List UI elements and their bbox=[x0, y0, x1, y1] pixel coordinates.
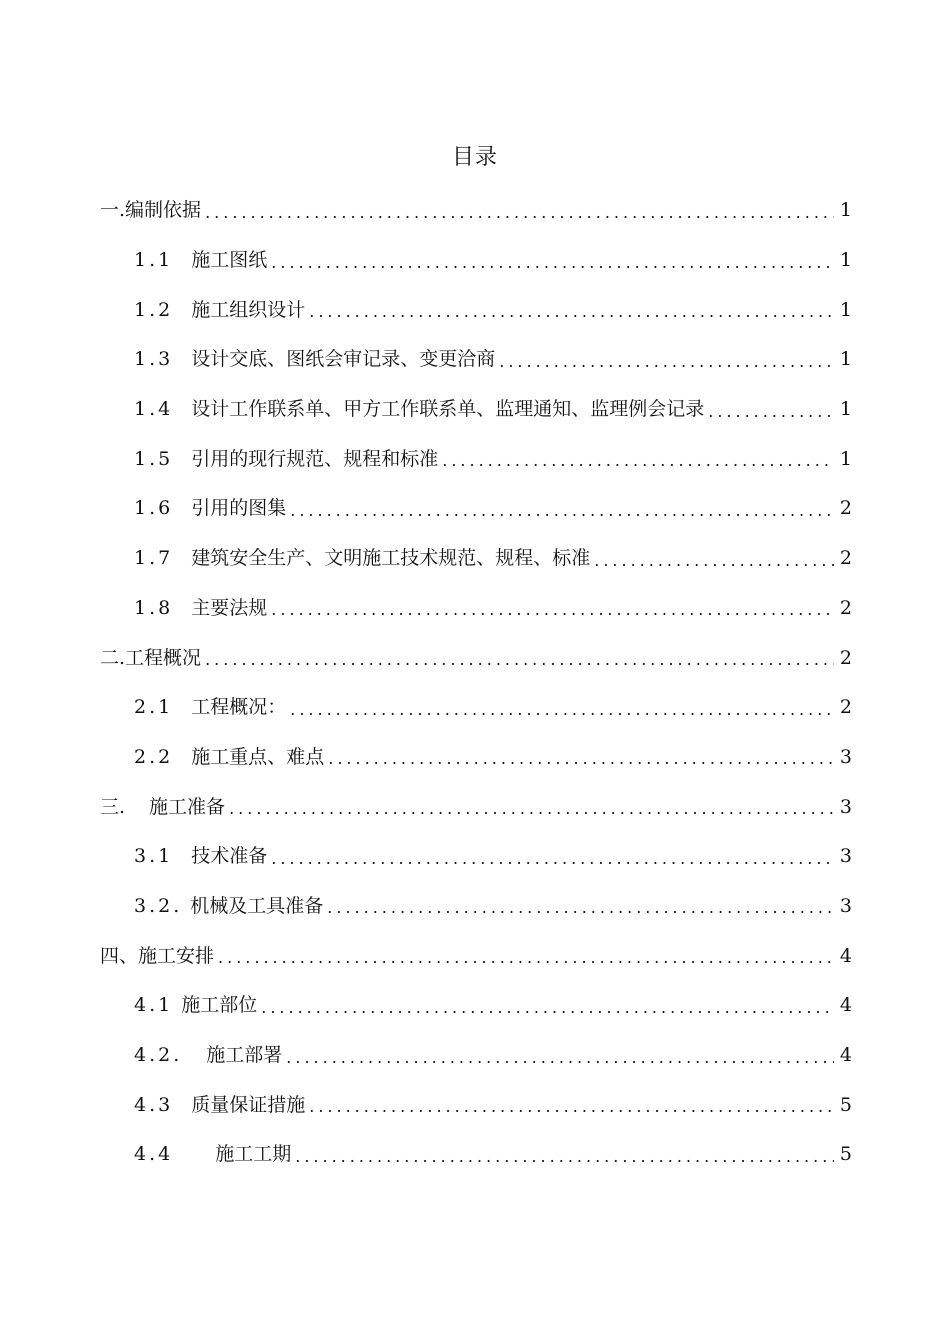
toc-entry[interactable] bbox=[100, 186, 852, 236]
toc-leader-dots bbox=[328, 751, 834, 767]
toc-entry-number: 2.2 bbox=[134, 745, 174, 768]
toc-entry-page: 2 bbox=[839, 696, 852, 719]
toc-entry-number: 1.6 bbox=[134, 497, 174, 520]
toc-entry-page: 1 bbox=[839, 398, 852, 421]
toc-entry-label: 施工部署 bbox=[206, 1044, 283, 1067]
toc-leader-dots bbox=[261, 1000, 834, 1016]
toc-entry[interactable] bbox=[100, 484, 852, 534]
toc-entry-label: 施工安排 bbox=[138, 944, 215, 967]
toc-leader-dots bbox=[271, 255, 834, 271]
toc-leader-dots bbox=[286, 1050, 834, 1066]
toc-entry-label: 施工图纸 bbox=[191, 249, 268, 272]
toc-leader-dots bbox=[309, 304, 834, 320]
toc-entry-number: 4.1 bbox=[134, 994, 174, 1017]
toc-entry-label: 施工部位 bbox=[181, 994, 258, 1017]
toc-entry-label: 建筑安全生产、文明施工技术规范、规程、标准 bbox=[191, 547, 591, 570]
toc-entry-page: 4 bbox=[839, 994, 852, 1017]
toc-entry[interactable] bbox=[100, 236, 852, 286]
toc-leader-dots bbox=[708, 404, 834, 420]
toc-entry-page: 5 bbox=[839, 1093, 852, 1116]
toc-entry-label: 工程概况： bbox=[191, 696, 287, 719]
toc-entry-page: 1 bbox=[839, 298, 852, 321]
toc-entry[interactable] bbox=[100, 534, 852, 584]
toc-entry[interactable] bbox=[100, 981, 852, 1031]
toc-leader-dots bbox=[594, 553, 834, 569]
toc-entry[interactable] bbox=[100, 1031, 852, 1081]
toc-entry-number: 3.2. bbox=[134, 894, 183, 917]
toc-entry[interactable] bbox=[100, 385, 852, 435]
toc-entry[interactable] bbox=[100, 683, 852, 733]
toc-leader-dots bbox=[290, 503, 834, 519]
toc-leader-dots bbox=[218, 950, 834, 966]
toc-entry[interactable] bbox=[100, 584, 852, 634]
toc-entry-page: 4 bbox=[839, 944, 852, 967]
toc-leader-dots bbox=[295, 1149, 834, 1165]
toc-entry-label: 编制依据 bbox=[125, 199, 202, 222]
table-of-contents bbox=[100, 186, 852, 1180]
toc-entry-number: 二. bbox=[100, 646, 126, 669]
toc-leader-dots bbox=[271, 851, 834, 867]
toc-entry-number: 4.3 bbox=[134, 1093, 174, 1116]
toc-entry-number: 1.5 bbox=[134, 447, 174, 470]
toc-entry[interactable] bbox=[100, 782, 852, 832]
toc-entry-number: 1.3 bbox=[134, 348, 174, 371]
toc-entry-label: 施工工期 bbox=[215, 1143, 292, 1166]
toc-entry-page: 1 bbox=[839, 447, 852, 470]
toc-entry-page: 3 bbox=[839, 745, 852, 768]
toc-entry-number: 三. bbox=[100, 795, 126, 818]
toc-entry-number: 1.8 bbox=[134, 596, 174, 619]
toc-entry-label: 工程概况 bbox=[125, 646, 202, 669]
toc-entry-number: 3.1 bbox=[134, 845, 174, 868]
toc-entry[interactable] bbox=[100, 931, 852, 981]
toc-entry-number: 一. bbox=[100, 199, 126, 222]
toc-entry-label: 施工准备 bbox=[149, 795, 226, 818]
toc-leader-dots bbox=[327, 900, 834, 916]
toc-entry-page: 2 bbox=[839, 646, 852, 669]
toc-entry-page: 3 bbox=[839, 894, 852, 917]
toc-entry-number: 4.2. bbox=[134, 1044, 183, 1067]
toc-entry-number: 4.4 bbox=[134, 1143, 174, 1166]
toc-entry-page: 5 bbox=[839, 1143, 852, 1166]
toc-entry-label: 引用的现行规范、规程和标准 bbox=[191, 447, 439, 470]
toc-entry-number: 四、 bbox=[100, 944, 139, 967]
toc-entry-page: 4 bbox=[839, 1044, 852, 1067]
toc-entry-page: 1 bbox=[839, 348, 852, 371]
toc-entry[interactable] bbox=[100, 285, 852, 335]
toc-entry-page: 1 bbox=[839, 199, 852, 222]
toc-leader-dots bbox=[290, 702, 834, 718]
toc-entry[interactable] bbox=[100, 832, 852, 882]
toc-entry-page: 3 bbox=[839, 845, 852, 868]
toc-title-text: 目录 bbox=[451, 145, 498, 170]
toc-entry-label: 施工重点、难点 bbox=[191, 745, 325, 768]
toc-entry-number: 2.1 bbox=[134, 696, 174, 719]
toc-entry-label: 设计工作联系单、甲方工作联系单、监理通知、监理例会记录 bbox=[191, 398, 705, 421]
toc-entry-label: 引用的图集 bbox=[191, 497, 287, 520]
toc-entry[interactable] bbox=[100, 335, 852, 385]
toc-entry-page: 1 bbox=[839, 249, 852, 272]
toc-entry-number: 1.7 bbox=[134, 547, 174, 570]
toc-leader-dots bbox=[229, 801, 834, 817]
toc-leader-dots bbox=[309, 1099, 834, 1115]
toc-entry-label: 机械及工具准备 bbox=[190, 894, 324, 917]
toc-leader-dots bbox=[271, 602, 834, 618]
toc-entry-page: 2 bbox=[839, 497, 852, 520]
toc-entry[interactable] bbox=[100, 434, 852, 484]
toc-entry-label: 质量保证措施 bbox=[191, 1093, 306, 1116]
toc-entry-label: 技术准备 bbox=[191, 845, 268, 868]
toc-entry-label: 主要法规 bbox=[191, 596, 268, 619]
toc-entry[interactable] bbox=[100, 733, 852, 783]
toc-leader-dots bbox=[442, 453, 834, 469]
toc-entry-label: 设计交底、图纸会审记录、变更洽商 bbox=[191, 348, 496, 371]
toc-entry[interactable] bbox=[100, 882, 852, 932]
toc-entry-page: 2 bbox=[839, 547, 852, 570]
toc-entry[interactable] bbox=[100, 1130, 852, 1180]
toc-entry-label: 施工组织设计 bbox=[191, 298, 306, 321]
toc-entry[interactable] bbox=[100, 1080, 852, 1130]
toc-title bbox=[0, 140, 950, 171]
toc-entry-page: 2 bbox=[839, 596, 852, 619]
toc-entry[interactable] bbox=[100, 633, 852, 683]
toc-leader-dots bbox=[205, 205, 834, 221]
toc-entry-number: 1.2 bbox=[134, 298, 174, 321]
toc-entry-number: 1.4 bbox=[134, 398, 174, 421]
toc-leader-dots bbox=[499, 354, 834, 370]
toc-leader-dots bbox=[205, 652, 834, 668]
toc-entry-number: 1.1 bbox=[134, 249, 174, 272]
toc-entry-page: 3 bbox=[839, 795, 852, 818]
